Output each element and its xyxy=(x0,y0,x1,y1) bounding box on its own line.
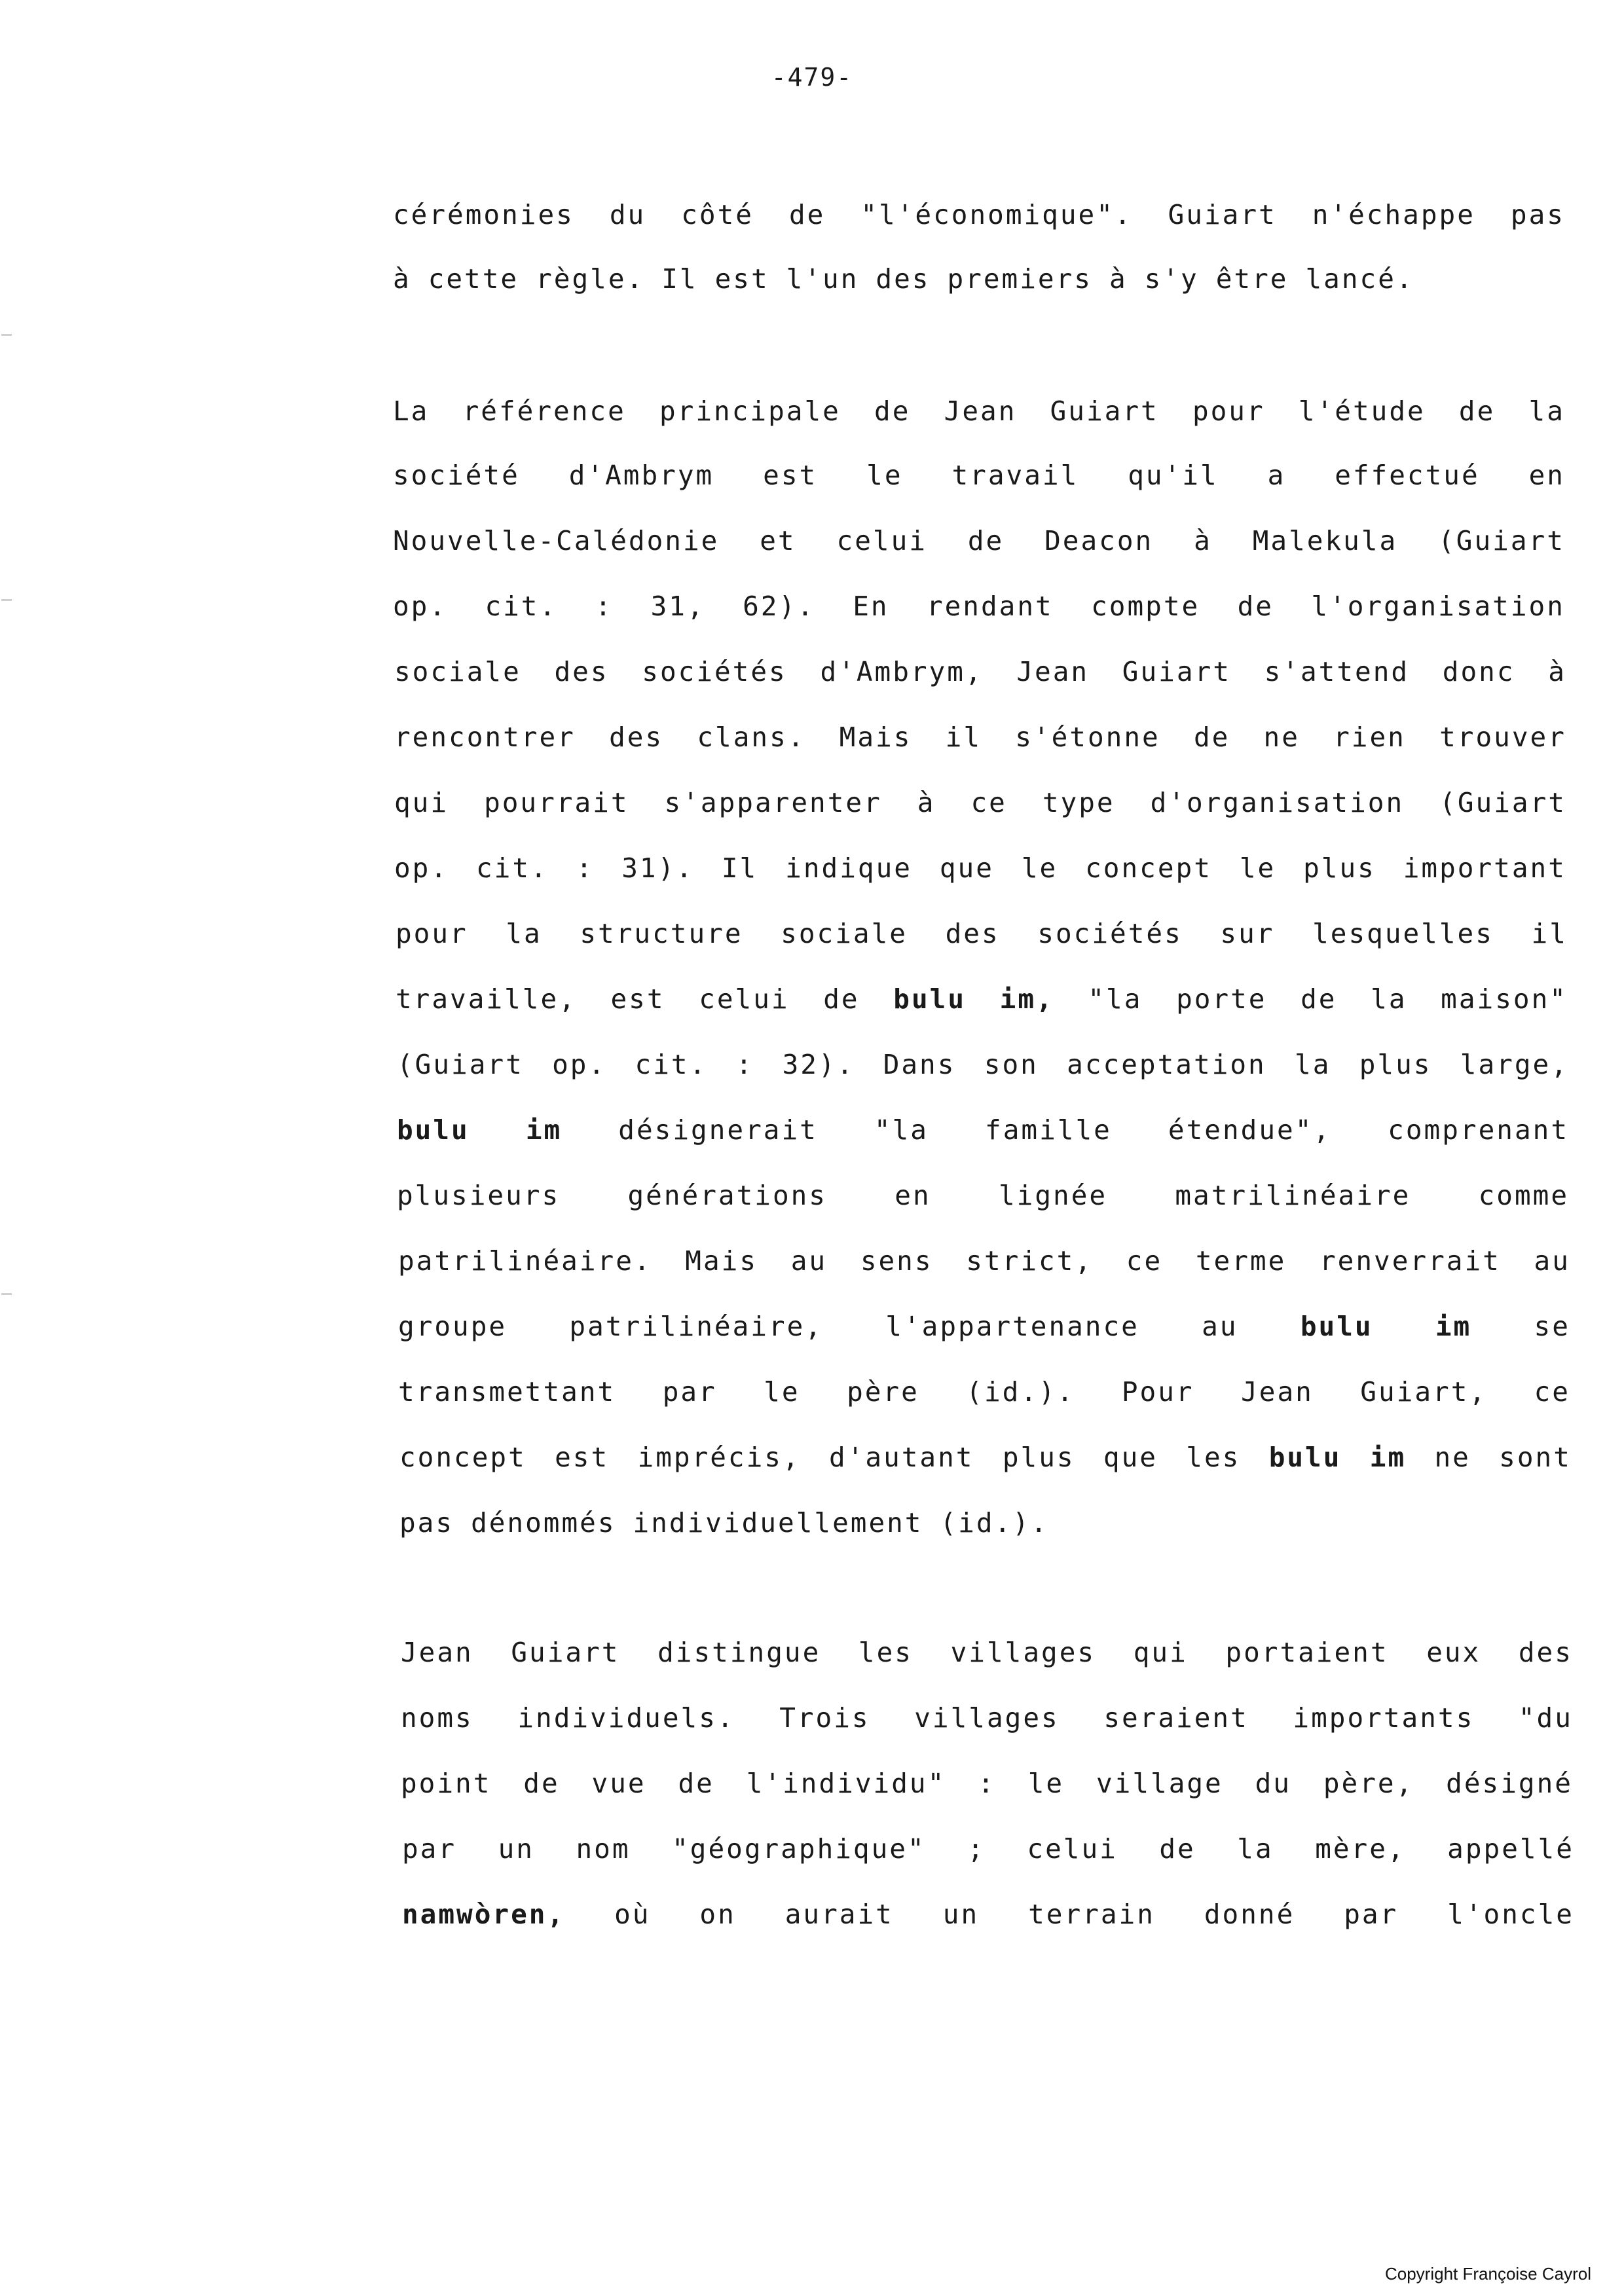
word: pourrait xyxy=(484,787,629,818)
word: lesquelles xyxy=(1312,918,1494,949)
word: "la xyxy=(874,1114,929,1146)
word: s'y xyxy=(1144,263,1199,295)
word: "géographique" xyxy=(672,1833,926,1865)
word: au xyxy=(1534,1245,1570,1277)
word: trouver xyxy=(1439,721,1566,753)
emphasized-term: bulu xyxy=(893,983,967,1015)
word: op. xyxy=(552,1049,607,1080)
word: 32). xyxy=(782,1049,855,1080)
word: villages xyxy=(950,1637,1096,1668)
word: comprenant xyxy=(1388,1114,1569,1146)
word: le xyxy=(1021,852,1058,884)
word: village xyxy=(1096,1768,1223,1799)
word: op. xyxy=(394,852,449,884)
emphasized-term: bulu xyxy=(1268,1442,1342,1473)
word: comme xyxy=(1478,1180,1569,1211)
word: transmettant xyxy=(398,1376,616,1408)
word: portaient xyxy=(1225,1637,1389,1668)
word: donné xyxy=(1204,1899,1295,1930)
text-line xyxy=(393,587,1565,626)
word: dénommés xyxy=(471,1507,616,1539)
word: sur xyxy=(1220,918,1275,949)
word: 31, xyxy=(650,591,705,622)
word: société xyxy=(393,460,520,491)
word: le xyxy=(764,1376,800,1408)
word: principale xyxy=(659,395,841,427)
word: du xyxy=(609,199,646,230)
text-line xyxy=(401,1633,1573,1672)
word: de xyxy=(967,525,1005,556)
word: structure xyxy=(580,918,743,949)
word: étendue", xyxy=(1168,1114,1332,1146)
word: seraient xyxy=(1103,1702,1249,1734)
word: aurait xyxy=(784,1899,894,1930)
word: un xyxy=(498,1833,534,1865)
word: de xyxy=(1458,395,1496,427)
word: l'organisation xyxy=(1311,591,1565,622)
word: op. xyxy=(393,591,448,622)
word: les xyxy=(858,1637,913,1668)
word: plus xyxy=(1002,1442,1075,1473)
word: Jean xyxy=(944,395,1017,427)
word: s'attend xyxy=(1264,656,1410,687)
word: noms xyxy=(401,1702,473,1734)
word: : xyxy=(735,1049,754,1080)
text-line xyxy=(393,456,1565,495)
word: d'Ambrym xyxy=(568,460,714,491)
text-line xyxy=(397,1176,1569,1215)
word: "la xyxy=(1088,983,1143,1015)
word: Deacon xyxy=(1044,525,1154,556)
word: acceptation xyxy=(1067,1049,1266,1080)
word: (Guiart xyxy=(1439,787,1566,818)
word: on xyxy=(699,1899,736,1930)
word: cérémonies xyxy=(393,199,574,230)
word: importants xyxy=(1293,1702,1475,1734)
emphasized-term: namwòren, xyxy=(402,1899,566,1930)
word: d'organisation xyxy=(1150,787,1405,818)
word: matrilinéaire xyxy=(1175,1180,1411,1211)
word: Jean xyxy=(1241,1376,1314,1408)
word: qu'il xyxy=(1128,460,1219,491)
word: règle. xyxy=(536,263,645,295)
word: : xyxy=(576,852,595,884)
word: Dans xyxy=(883,1049,956,1080)
text-line xyxy=(398,1372,1570,1412)
word: eux xyxy=(1426,1637,1481,1668)
word: type xyxy=(1042,787,1115,818)
word: ne xyxy=(1434,1442,1471,1473)
word: d'autant xyxy=(829,1442,974,1473)
word: mère, xyxy=(1315,1833,1406,1865)
word: sociale xyxy=(394,656,521,687)
word: la xyxy=(1371,983,1407,1015)
text-line xyxy=(397,1110,1569,1150)
word: rencontrer xyxy=(394,721,576,753)
word: d'Ambrym, xyxy=(820,656,984,687)
word: se xyxy=(1534,1311,1570,1342)
text-line xyxy=(399,1503,1066,1542)
word: : xyxy=(595,591,614,622)
word: où xyxy=(614,1899,651,1930)
word: la xyxy=(1528,395,1565,427)
word: appellé xyxy=(1447,1833,1574,1865)
word: côté xyxy=(681,199,754,230)
word: celui xyxy=(699,983,790,1015)
word: 62). xyxy=(743,591,815,622)
word: Nouvelle-Calédonie xyxy=(393,525,720,556)
word: plus xyxy=(1303,852,1376,884)
word: Guiart xyxy=(1050,395,1159,427)
word: de xyxy=(874,395,911,427)
word: 31). xyxy=(621,852,694,884)
word: concept xyxy=(1085,852,1212,884)
word: est xyxy=(610,983,665,1015)
word: est xyxy=(555,1442,610,1473)
word: son xyxy=(984,1049,1039,1080)
scan-edge-mark xyxy=(1,334,12,336)
word: distingue xyxy=(657,1637,821,1668)
text-line xyxy=(398,1241,1570,1281)
word: Pour xyxy=(1121,1376,1194,1408)
word: des xyxy=(1518,1637,1573,1668)
word: "l'économique". xyxy=(860,199,1133,230)
word: donc xyxy=(1442,656,1515,687)
word: villages xyxy=(914,1702,1060,1734)
word: il xyxy=(1531,918,1568,949)
word: (id.). xyxy=(940,1507,1049,1539)
text-line xyxy=(402,1895,1574,1934)
text-line xyxy=(398,1307,1570,1346)
text-line xyxy=(393,521,1565,560)
word: famille xyxy=(985,1114,1112,1146)
word: sociétés xyxy=(642,656,787,687)
text-line xyxy=(394,718,1566,757)
word: a xyxy=(1267,460,1286,491)
word: il xyxy=(945,721,982,753)
word: le xyxy=(866,460,903,491)
text-line xyxy=(401,1764,1573,1803)
scan-edge-mark xyxy=(1,1293,12,1295)
word: ; xyxy=(967,1833,986,1865)
word: pour xyxy=(1192,395,1265,427)
word: concept xyxy=(399,1442,526,1473)
word: des xyxy=(876,263,931,295)
word: la xyxy=(1237,1833,1274,1865)
word: Mais xyxy=(685,1245,758,1277)
word: Il xyxy=(721,852,758,884)
word: à xyxy=(393,263,411,295)
word: est xyxy=(763,460,818,491)
word: lignée xyxy=(998,1180,1108,1211)
word: patrilinéaire. xyxy=(398,1245,652,1277)
word: premiers xyxy=(947,263,1092,295)
word: Guiart xyxy=(1168,199,1277,230)
text-line xyxy=(399,1438,1572,1477)
word: Trois xyxy=(779,1702,870,1734)
word: la xyxy=(506,918,542,949)
word: (Guiart xyxy=(397,1049,524,1080)
emphasized-term: bulu xyxy=(397,1114,470,1146)
word: au xyxy=(790,1245,828,1277)
emphasized-term: im xyxy=(1435,1311,1472,1342)
word: cit. xyxy=(635,1049,708,1080)
word: à xyxy=(917,787,936,818)
word: ce xyxy=(1126,1245,1163,1277)
word: rien xyxy=(1333,721,1406,753)
word: Mais xyxy=(839,721,912,753)
word: générations xyxy=(627,1180,827,1211)
word: Jean xyxy=(1016,656,1090,687)
text-line xyxy=(393,392,1565,431)
word: porte xyxy=(1176,983,1267,1015)
word: indique xyxy=(785,852,912,884)
page-number: -479- xyxy=(771,63,853,92)
word: de xyxy=(523,1768,560,1799)
word: terrain xyxy=(1028,1899,1155,1930)
word: en xyxy=(1528,460,1565,491)
word: à xyxy=(1194,525,1212,556)
text-line xyxy=(397,1045,1569,1084)
word: : xyxy=(978,1768,996,1799)
word: de xyxy=(1301,983,1337,1015)
word: strict, xyxy=(966,1245,1094,1277)
word: nom xyxy=(576,1833,631,1865)
word: désignerait xyxy=(618,1114,818,1146)
word: cette xyxy=(428,263,519,295)
word: l'individu" xyxy=(746,1768,946,1799)
word: qui xyxy=(1133,1637,1188,1668)
word: de xyxy=(678,1768,714,1799)
word: celui xyxy=(1027,1833,1118,1865)
word: En xyxy=(853,591,889,622)
text-line xyxy=(401,1698,1573,1738)
text-line xyxy=(402,1829,1574,1868)
word: plus xyxy=(1359,1049,1432,1080)
text-line xyxy=(394,652,1566,691)
word: un xyxy=(942,1899,980,1930)
word: au xyxy=(1202,1311,1238,1342)
word: compte xyxy=(1091,591,1200,622)
word: père, xyxy=(1323,1768,1414,1799)
word: celui xyxy=(836,525,927,556)
text-line xyxy=(396,914,1568,953)
scan-edge-mark xyxy=(1,599,12,601)
emphasized-term: bulu xyxy=(1300,1311,1373,1342)
emphasized-term: im xyxy=(1369,1442,1407,1473)
word: sociale xyxy=(781,918,908,949)
word: de xyxy=(1193,721,1230,753)
word: à xyxy=(1548,656,1566,687)
word: désigné xyxy=(1446,1768,1573,1799)
word: les xyxy=(1186,1442,1241,1473)
word: l'appartenance xyxy=(885,1311,1139,1342)
word: (Guiart xyxy=(1438,525,1565,556)
word: terme xyxy=(1195,1245,1287,1277)
word: individuels. xyxy=(517,1702,735,1734)
word: Malekula xyxy=(1252,525,1398,556)
word: l'un xyxy=(786,263,859,295)
word: le xyxy=(1027,1768,1065,1799)
word: sont xyxy=(1499,1442,1572,1473)
word: pas xyxy=(399,1507,454,1539)
word: l'oncle xyxy=(1447,1899,1574,1930)
word: sociétés xyxy=(1037,918,1183,949)
word: n'échappe xyxy=(1312,199,1475,230)
word: "du xyxy=(1518,1702,1573,1734)
word: Guiart xyxy=(1122,656,1231,687)
word: s'apparenter xyxy=(664,787,882,818)
text-line xyxy=(394,848,1566,888)
word: La xyxy=(393,395,430,427)
word: Jean xyxy=(401,1637,473,1668)
word: rendant xyxy=(926,591,1054,622)
word: par xyxy=(662,1376,717,1408)
word: patrilinéaire, xyxy=(569,1311,823,1342)
word: cit. xyxy=(485,591,558,622)
copyright-notice: Copyright Françoise Cayrol xyxy=(1384,2264,1591,2284)
text-line xyxy=(394,783,1566,822)
word: imprécis, xyxy=(637,1442,801,1473)
word: être xyxy=(1215,263,1289,295)
word: lancé. xyxy=(1305,263,1414,295)
word: vue xyxy=(591,1768,646,1799)
word: le xyxy=(1239,852,1276,884)
word: individuellement xyxy=(633,1507,923,1539)
text-line xyxy=(396,979,1568,1019)
word: par xyxy=(1344,1899,1399,1930)
word: père xyxy=(847,1376,919,1408)
word: travaille, xyxy=(396,983,577,1015)
word: groupe xyxy=(398,1311,507,1342)
text-line xyxy=(393,259,1431,299)
word: travail xyxy=(951,460,1079,491)
word: des xyxy=(945,918,1000,949)
word: de xyxy=(823,983,860,1015)
word: Guiart, xyxy=(1360,1376,1488,1408)
text-line xyxy=(393,195,1565,234)
word: de xyxy=(1237,591,1274,622)
word: ne xyxy=(1263,721,1300,753)
word: en xyxy=(895,1180,931,1211)
word: que xyxy=(939,852,994,884)
word: plusieurs xyxy=(397,1180,561,1211)
word: référence xyxy=(462,395,626,427)
word: sens xyxy=(860,1245,933,1277)
word: ce xyxy=(970,787,1007,818)
word: ce xyxy=(1534,1376,1570,1408)
word: de xyxy=(1159,1833,1196,1865)
word: qui xyxy=(394,787,449,818)
word: s'étonne xyxy=(1015,721,1160,753)
word: la xyxy=(1295,1049,1331,1080)
word: des xyxy=(609,721,664,753)
word: cit. xyxy=(475,852,549,884)
emphasized-term: im, xyxy=(999,983,1054,1015)
word: maison" xyxy=(1441,983,1568,1015)
word: important xyxy=(1403,852,1566,884)
word: à xyxy=(1109,263,1128,295)
word: pas xyxy=(1510,199,1565,230)
word: l'étude xyxy=(1298,395,1426,427)
word: clans. xyxy=(697,721,806,753)
word: pour xyxy=(396,918,468,949)
word: de xyxy=(788,199,826,230)
emphasized-term: im xyxy=(525,1114,563,1146)
word: des xyxy=(554,656,609,687)
word: effectué xyxy=(1335,460,1480,491)
word: du xyxy=(1255,1768,1291,1799)
word: Guiart xyxy=(511,1637,620,1668)
word: (id.). xyxy=(966,1376,1075,1408)
word: et xyxy=(760,525,796,556)
word: que xyxy=(1103,1442,1158,1473)
word: est xyxy=(714,263,769,295)
word: par xyxy=(402,1833,457,1865)
word: point xyxy=(401,1768,492,1799)
word: renverrait xyxy=(1319,1245,1501,1277)
word: large, xyxy=(1460,1049,1569,1080)
word: Il xyxy=(661,263,698,295)
